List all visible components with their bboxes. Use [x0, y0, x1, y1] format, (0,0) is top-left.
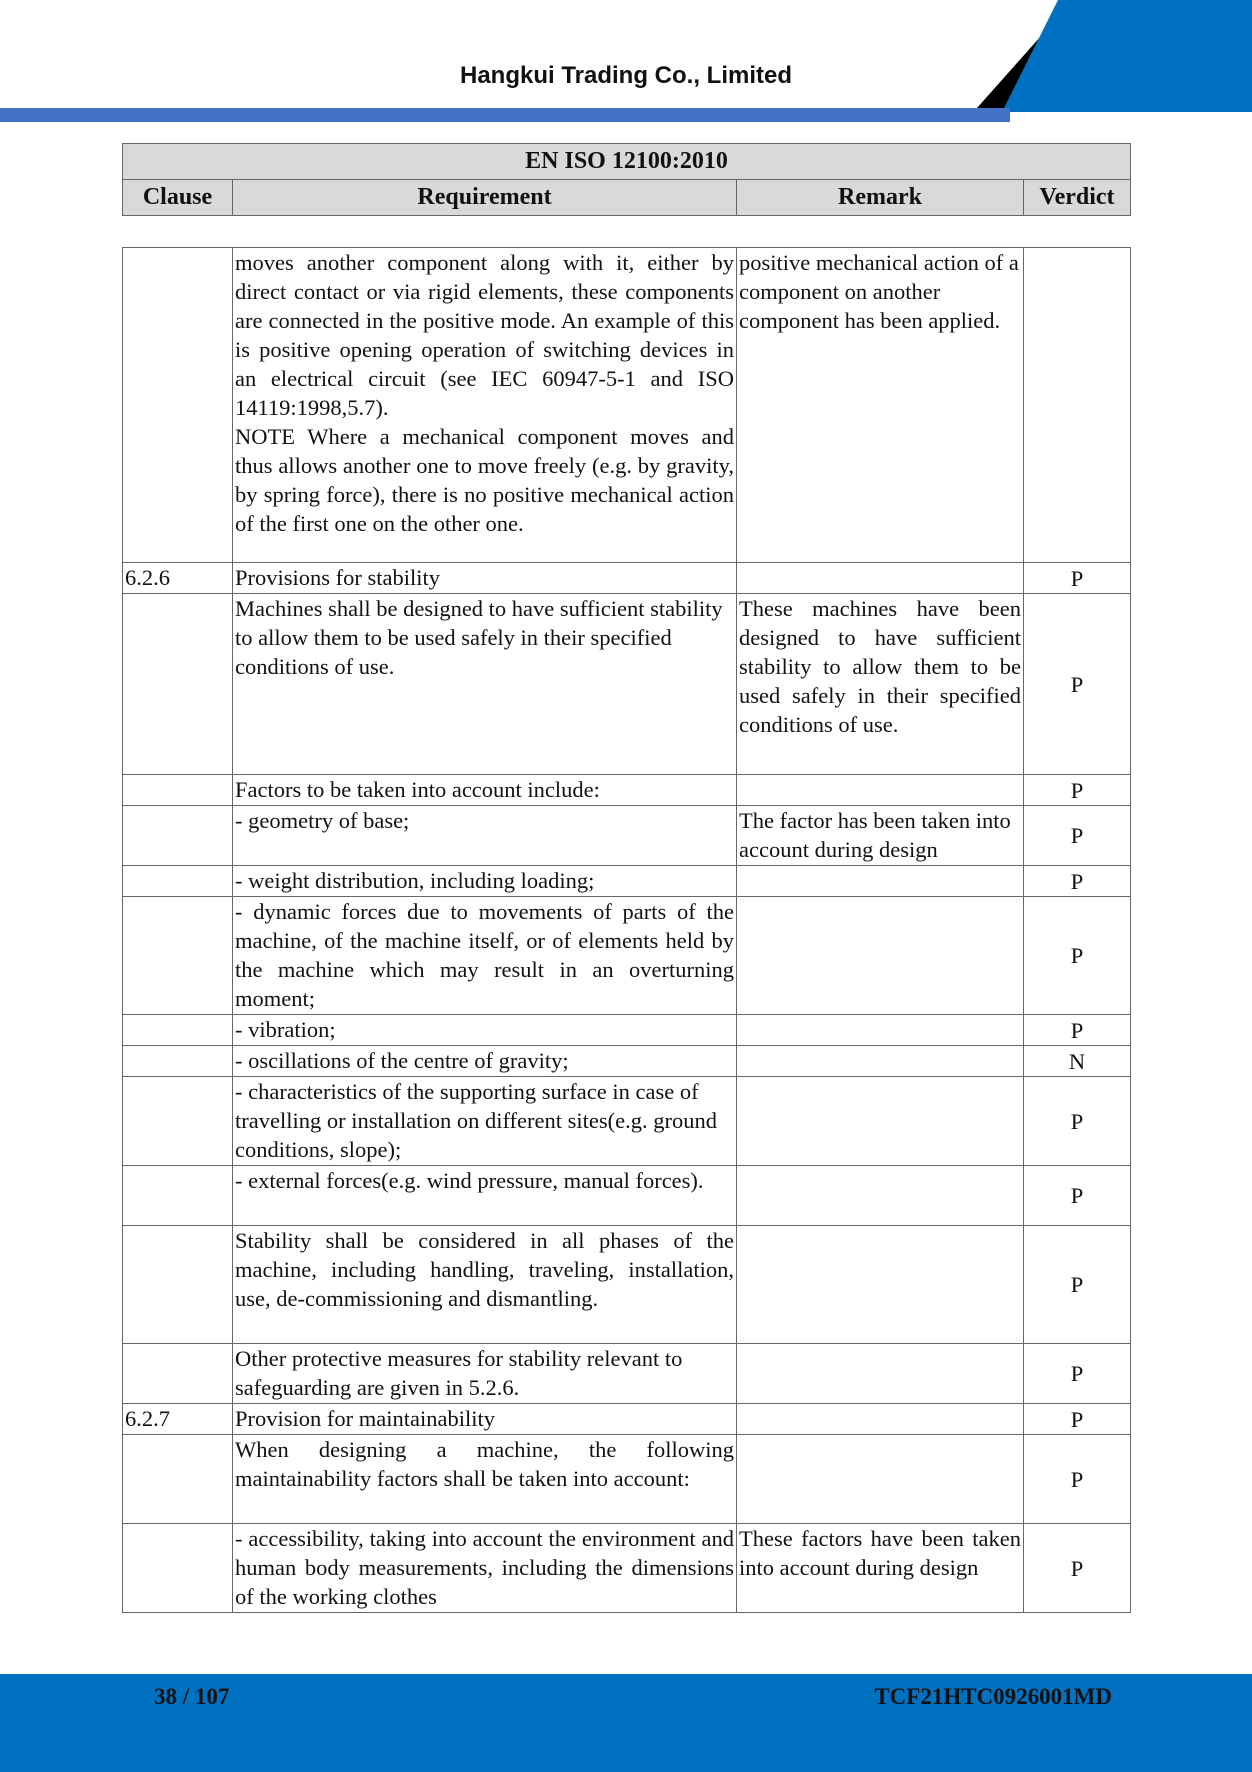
verdict-cell — [1024, 248, 1131, 563]
clause-cell: 6.2.7 — [123, 1404, 233, 1435]
requirement-cell — [233, 1166, 737, 1226]
verdict-cell: P — [1024, 806, 1131, 866]
clause-cell — [123, 248, 233, 563]
table-row — [123, 1435, 1131, 1524]
document-id: TCF21HTC0926001MD — [874, 1684, 1112, 1709]
requirement-cell — [233, 1435, 737, 1524]
table-row — [123, 1344, 1131, 1404]
requirement-cell — [233, 594, 737, 775]
requirement-cell — [233, 1046, 737, 1077]
remark-cell — [737, 897, 1024, 1015]
verdict-cell: P — [1024, 1435, 1131, 1524]
verdict-cell: P — [1024, 563, 1131, 594]
requirement-cell — [233, 1015, 737, 1046]
verdict-cell: P — [1024, 1404, 1131, 1435]
clause-cell — [123, 1166, 233, 1226]
requirement-text: - weight distribution, including loading; — [235, 868, 595, 893]
requirement-cell — [233, 806, 737, 866]
requirement-text: Stability shall be considered in all phases of the machine, including handling, traveling, installation, use, de-commissioning and dismantling. — [235, 1228, 734, 1311]
remark-cell — [737, 866, 1024, 897]
requirement-text: - oscillations of the centre of gravity; — [235, 1048, 569, 1073]
clause-cell — [123, 1344, 233, 1404]
table-row — [123, 897, 1131, 1015]
table-row — [123, 1077, 1131, 1166]
requirement-cell — [233, 897, 737, 1015]
table-row — [123, 563, 1131, 594]
verdict-cell: P — [1024, 1524, 1131, 1613]
verdict-cell: P — [1024, 1015, 1131, 1046]
requirement-text: - vibration; — [235, 1017, 336, 1042]
requirement-text: - characteristics of the supporting surface in case of travelling or installation on different sites(e.g. ground conditions, slope); — [235, 1079, 717, 1162]
table-row — [123, 248, 1131, 563]
requirement-text: moves another component along with it, either by direct contact or via rigid elements, these components are connected in the positive mode. An example of this is positive opening operation of switching devices in an electrical circuit (see IEC 60947-5-1 and ISO 14119:1998,5.7). — [235, 250, 734, 420]
verdict-cell: P — [1024, 1344, 1131, 1404]
requirement-cell — [233, 866, 737, 897]
company-name: Hangkui Trading Co., Limited — [459, 62, 792, 89]
requirement-cell — [233, 1226, 737, 1344]
verdict-cell: P — [1024, 866, 1131, 897]
table-row — [123, 1404, 1131, 1435]
remark-cell — [737, 1404, 1024, 1435]
verdict-cell: P — [1024, 775, 1131, 806]
table-row — [123, 775, 1131, 806]
requirement-cell — [233, 1077, 737, 1166]
clause-cell — [123, 1226, 233, 1344]
remark-cell — [737, 1226, 1024, 1344]
clause-cell — [123, 897, 233, 1015]
requirement-text: Provision for maintainability — [235, 1406, 495, 1431]
standard-title: EN ISO 12100:2010 — [123, 144, 1131, 180]
requirement-cell — [233, 775, 737, 806]
remark-cell: The factor has been taken into account during design — [737, 806, 1024, 866]
clause-cell: 6.2.6 — [123, 563, 233, 594]
verdict-cell: P — [1024, 1226, 1131, 1344]
clause-cell — [123, 775, 233, 806]
column-header-remark: Remark — [737, 180, 1024, 216]
requirement-text: - accessibility, taking into account the environment and human body measurements, including the dimensions of the working clothes — [235, 1526, 734, 1609]
requirement-cell — [233, 248, 737, 563]
header-bar — [0, 108, 1010, 122]
clause-cell — [123, 806, 233, 866]
remark-cell: These machines have been designed to have sufficient stability to allow them to be used safely in their specified conditions of use. — [737, 594, 1024, 775]
header-logo-shape — [972, 0, 1252, 112]
remark-cell — [737, 1077, 1024, 1166]
table-header — [122, 143, 1131, 216]
requirement-text: Provisions for stability — [235, 565, 441, 590]
remark-cell — [737, 1015, 1024, 1046]
verdict-cell: N — [1024, 1046, 1131, 1077]
requirement-text: Factors to be taken into account include: — [235, 777, 600, 802]
table-row — [123, 806, 1131, 866]
requirement-cell — [233, 1524, 737, 1613]
remark-cell: positive mechanical action of a component on another component has been applied. — [737, 248, 1024, 563]
table-row — [123, 1046, 1131, 1077]
remark-cell — [737, 1046, 1024, 1077]
clause-cell — [123, 1435, 233, 1524]
requirement-text: - external forces(e.g. wind pressure, manual forces). — [235, 1168, 704, 1193]
requirement-text: Machines shall be designed to have sufficient stability to allow them to be used safely in their specified conditions of use. — [235, 596, 723, 679]
page-number: 38 / 107 — [154, 1684, 230, 1709]
table-row — [123, 594, 1131, 775]
table-row — [123, 1166, 1131, 1226]
requirement-text: NOTE Where a mechanical component moves and thus allows another one to move freely (e.g. by gravity, by spring force), there is no positive mechanical action of the first one on the other one. — [235, 424, 734, 536]
column-header-verdict: Verdict — [1024, 180, 1131, 216]
remark-cell — [737, 1435, 1024, 1524]
column-header-requirement: Requirement — [233, 180, 737, 216]
verdict-cell: P — [1024, 594, 1131, 775]
remark-cell: These factors have been taken into account during design — [737, 1524, 1024, 1613]
requirement-text: Other protective measures for stability relevant to safeguarding are given in 5.2.6. — [235, 1346, 683, 1400]
table-row — [123, 1015, 1131, 1046]
remark-cell — [737, 1344, 1024, 1404]
clause-cell — [123, 866, 233, 897]
requirement-text: - geometry of base; — [235, 808, 410, 833]
column-header-clause: Clause — [123, 180, 233, 216]
requirement-text: When designing a machine, the following maintainability factors shall be taken into account: — [235, 1437, 734, 1491]
remark-cell — [737, 563, 1024, 594]
clause-cell — [123, 1046, 233, 1077]
remark-cell — [737, 775, 1024, 806]
verdict-cell: P — [1024, 1077, 1131, 1166]
table-row — [123, 1524, 1131, 1613]
requirement-text: - dynamic forces due to movements of parts of the machine, of the machine itself, or of elements held by the machine which may result in an overturning moment; — [235, 899, 734, 1011]
remark-cell — [737, 1166, 1024, 1226]
verdict-cell: P — [1024, 1166, 1131, 1226]
clause-cell — [123, 1077, 233, 1166]
requirement-cell — [233, 1404, 737, 1435]
requirement-cell — [233, 1344, 737, 1404]
table-row — [123, 1226, 1131, 1344]
clause-cell — [123, 594, 233, 775]
clause-cell — [123, 1015, 233, 1046]
clause-cell — [123, 1524, 233, 1613]
requirement-cell — [233, 563, 737, 594]
table-row — [123, 866, 1131, 897]
requirements-table — [122, 247, 1131, 1613]
verdict-cell: P — [1024, 897, 1131, 1015]
